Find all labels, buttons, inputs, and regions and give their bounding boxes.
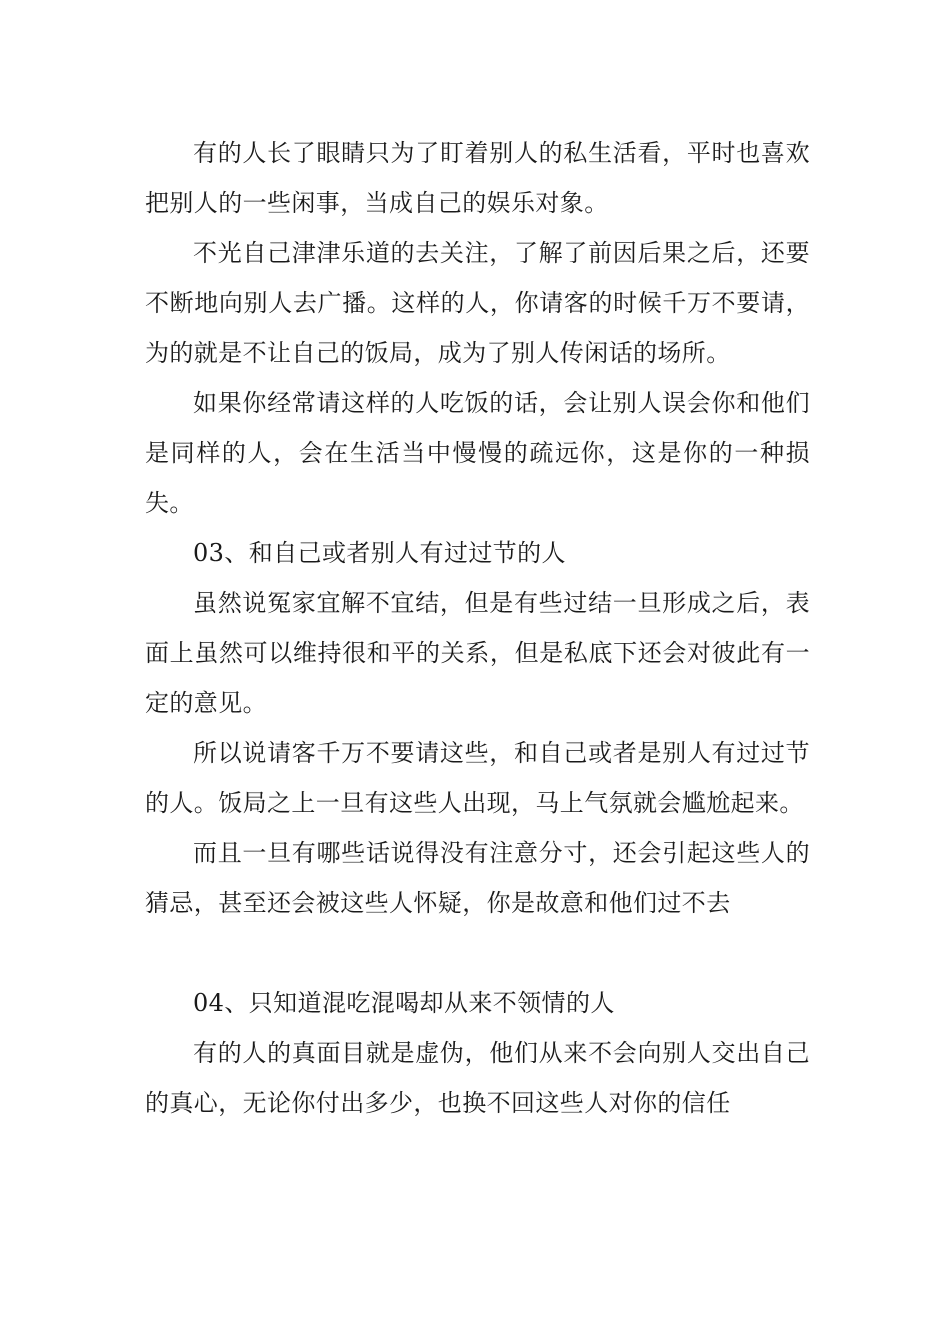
paragraph: 有的人的真面目就是虚伪，他们从来不会向别人交出自己的真心，无论你付出多少，也换不回这些人对你的信任 — [145, 1039, 810, 1117]
paragraph: 虽然说冤家宜解不宜结，但是有些过结一旦形成之后，表面上虽然可以维持很和平的关系，但是私底下还会对彼此有一定的意见。 — [145, 589, 810, 717]
paragraph: 不光自己津津乐道的去关注，了解了前因后果之后，还要不断地向别人去广播。这样的人，你请客的时候千万不要请，为的就是不让自己的饭局，成为了别人传闲话的场所。 — [145, 239, 810, 367]
paragraph: 如果你经常请这样的人吃饭的话，会让别人误会你和他们是同样的人，会在生活当中慢慢的疏远你，这是你的一种损失。 — [145, 389, 810, 517]
paragraph: 所以说请客千万不要请这些，和自己或者是别人有过过节的人。饭局之上一旦有这些人出现，马上气氛就会尴尬起来。 — [145, 739, 810, 817]
paragraph-gap — [145, 928, 810, 978]
paragraph: 有的人长了眼睛只为了盯着别人的私生活看，平时也喜欢把别人的一些闲事，当成自己的娱乐对象。 — [145, 139, 810, 217]
section-heading-03: 03、和自己或者别人有过过节的人 — [193, 539, 566, 567]
document-body — [145, 128, 810, 1128]
section-heading-04: 04、只知道混吃混喝却从来不领情的人 — [193, 989, 615, 1017]
paragraph: 而且一旦有哪些话说得没有注意分寸，还会引起这些人的猜忌，甚至还会被这些人怀疑，你是故意和他们过不去 — [145, 839, 810, 917]
